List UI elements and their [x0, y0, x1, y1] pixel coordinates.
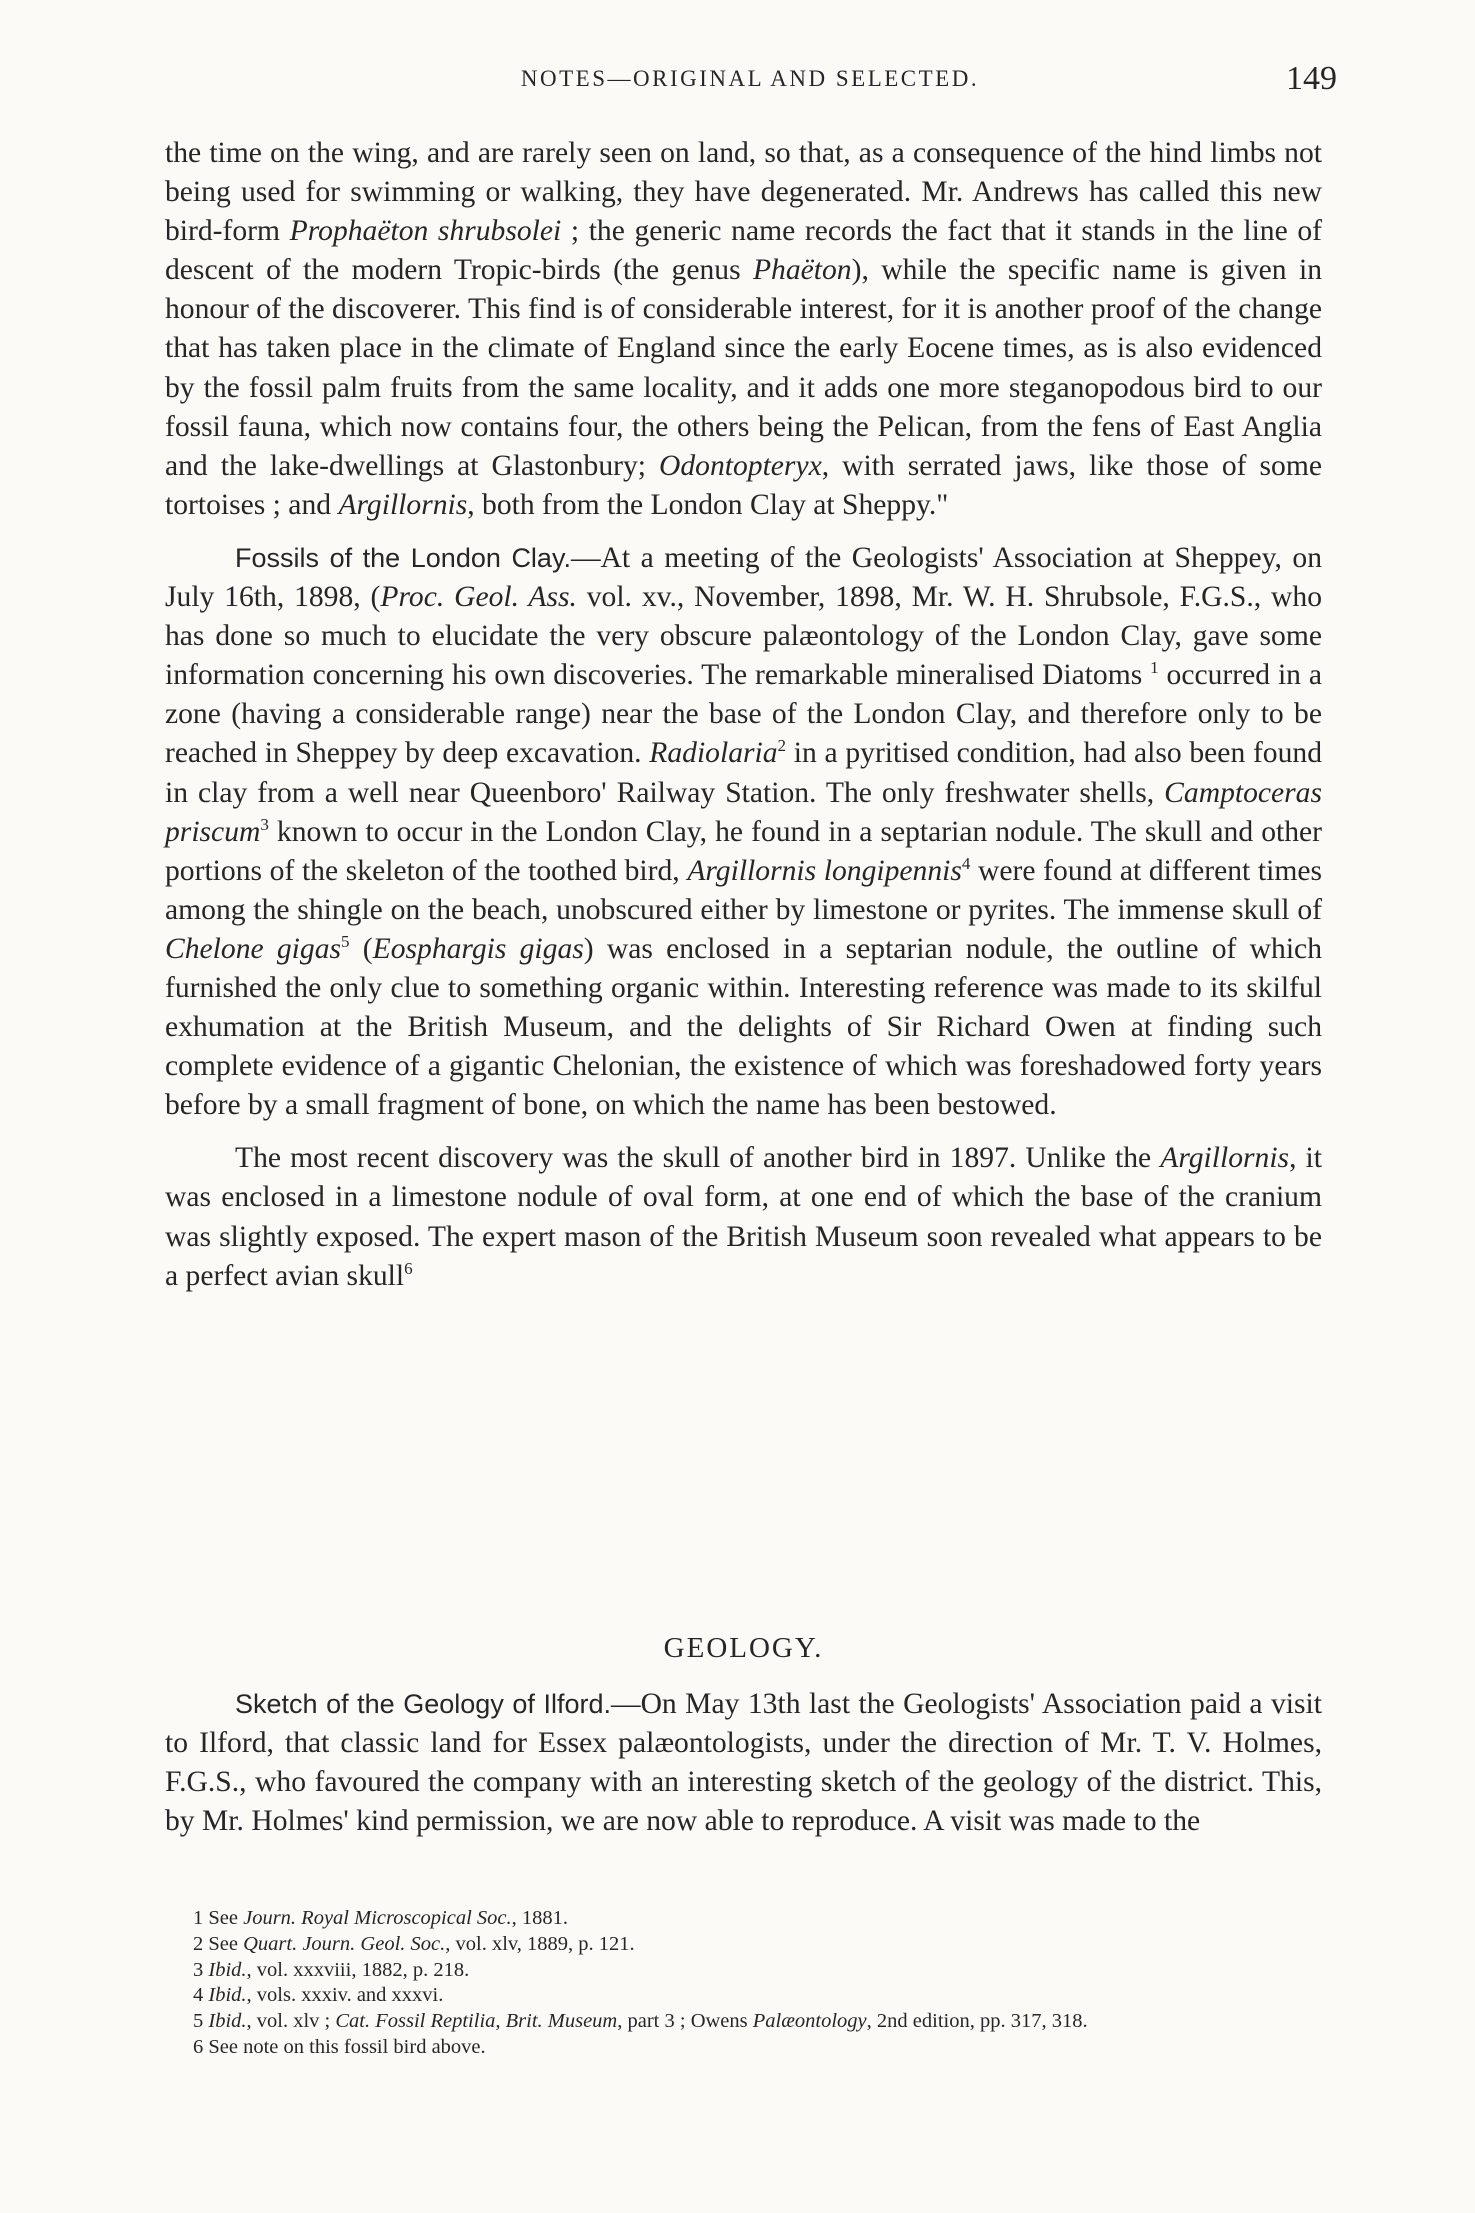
run-in-heading: Sketch of the Geology of Ilford.: [235, 1689, 611, 1719]
italic-run: Odontopteryx: [659, 449, 822, 482]
footnote-marker: 6: [404, 1258, 413, 1278]
italic-run: Radiolaria: [649, 737, 778, 770]
text-run: in a pyritised condition, had also been found in clay from a well near Queenboro' Railway Station. The only freshwater shells,: [165, 737, 1322, 809]
section-heading: GEOLOGY.: [663, 1632, 824, 1664]
text-run: , it was enclosed in a limestone nodule of oval form, at one end of which the base of the cranium was slightly exposed. The expert mason of the British Museum soon revealed what appears to be a perfect avian skull: [165, 1142, 1322, 1292]
text-run: , vol. xlv, 1889, p. 121.: [445, 1932, 635, 1955]
text-run: , part 3 ; Owens: [617, 2010, 753, 2033]
geology-text: [165, 1685, 1322, 1841]
text-run: , vols. xxxiv. and xxxvi.: [246, 1984, 444, 2007]
text-run: See: [203, 1932, 244, 1955]
text-run: vol. xv., November, 1898, Mr. W. H. Shrubsole, F.G.S., who has done so much to elucidate the very obscure palæontology of the London Clay, gave some information concerning his own discoveries. The remarkable mineralised Diatoms: [165, 581, 1322, 692]
footnote: [193, 1932, 1323, 1958]
footnote-number: 2: [193, 1932, 204, 1955]
text-run: See: [203, 1907, 244, 1929]
footnote: [193, 1958, 1323, 1984]
footnote: [193, 2035, 1323, 2061]
text-run: The most recent discovery was the skull of another bird in 1897. Unlike the: [235, 1142, 1161, 1175]
text-run: , with serrated jaws, like those of some tortoises ; and: [165, 449, 1322, 521]
italic-run: Palæontology: [752, 2010, 867, 2033]
text-run: occurred in a zone (having a considerable range) near the base of the London Clay, and therefore only to be reached in Sheppey by deep excavation.: [165, 659, 1322, 770]
text-run: ), while the specific name is given in honour of the discoverer. This find is of considerable interest, for it is another proof of the change that has taken place in the climate of England since the early Eocene times, as is also evidenced by the fossil palm fruits from the same locality, and it adds one more steganopodous bird to our fossil fauna, which now contains four, the others being the Pelican, from the fens of East Anglia and the lake-dwellings at Glastonbury;: [165, 254, 1322, 482]
footnotes: [193, 1906, 1323, 2061]
text-run: the time on the wing, and are rarely seen on land, so that, as a consequence of the hind limbs not being used for swimming or walking, they have degenerated. Mr. Andrews has called this new bird-form: [165, 137, 1322, 248]
footnote: [193, 1906, 1323, 1932]
text-run: were found at different times among the shingle on the beach, unobscured either by limestone or pyrites. The immense skull of: [165, 854, 1322, 926]
italic-run: Argillornis: [338, 488, 468, 521]
footnote-marker: 5: [341, 931, 350, 951]
italic-run: Prophaëton shrubsolei: [289, 215, 562, 248]
text-run: (: [349, 932, 373, 965]
text-run: , both from the London Clay at Sheppy.": [467, 488, 949, 521]
footnote-marker: 1: [1150, 658, 1159, 678]
paragraph-recent-discovery: [165, 1139, 1322, 1295]
footnote-number: 3: [193, 1958, 204, 1981]
italic-run: Eosphargis gigas: [372, 932, 584, 965]
footnote-marker: 4: [961, 853, 971, 873]
footnote-number: 6: [193, 2035, 204, 2058]
italic-run: Chelone gigas: [165, 932, 342, 965]
text-run: , vol. xxxviii, 1882, p. 218.: [246, 1958, 470, 1981]
paragraph-ilford: [165, 1685, 1322, 1841]
text-run: ; the generic name records the fact that it stands in the line of descent of the modern Tropic-birds (the genus: [165, 215, 1322, 287]
text-run: known to occur in the London Clay, he found in a septarian nodule. The skull and other portions of the skeleton of the toothed bird,: [165, 815, 1322, 887]
paragraph-gap: [165, 1125, 1322, 1139]
italic-run: Argillornis: [1160, 1142, 1290, 1175]
italic-run: Ibid.: [208, 1984, 247, 2007]
paragraph-gap: [165, 525, 1322, 539]
footnote-marker: 2: [777, 736, 787, 756]
italic-run: Ibid.: [208, 2010, 247, 2033]
italic-run: Cat. Fossil Reptilia, Brit. Museum: [335, 2010, 618, 2033]
italic-run: Argillornis longipennis: [687, 854, 962, 887]
text-run: —On May 13th last the Geologists' Association paid a visit to Ilford, that classic land for Essex palæontologists, under the direction of Mr. T. V. Holmes, F.G.S., who favoured the company with an interesting sketch of the geology of the district. This, by Mr. Holmes' kind permission, we are now able to reproduce. A visit was made to the: [165, 1688, 1322, 1838]
paragraph-prophaeton: [165, 134, 1322, 525]
italic-run: Journ. Royal Microscopical Soc.: [243, 1907, 512, 1929]
paragraph-london-clay: [165, 539, 1322, 1125]
italic-run: Phaëton: [752, 254, 852, 287]
italic-run: Camptoceras priscum: [165, 776, 1322, 848]
run-in-heading: Fossils of the London Clay.: [235, 542, 571, 573]
text-run: ) was enclosed in a septarian nodule, the outline of which furnished the only clue to something organic within. Interesting reference was made to its skilful exhumation at the British Museum, and the delights of Sir Richard Owen at finding such complete evidence of a gigantic Chelonian, the existence of which was foreshadowed forty years before by a small fragment of bone, on which the name has been bestowed.: [165, 932, 1322, 1122]
running-head: NOTES—ORIGINAL AND SELECTED.: [520, 66, 980, 91]
main-text: [165, 134, 1322, 1296]
italic-run: Quart. Journ. Geol. Soc.: [243, 1932, 446, 1955]
footnote-number: 5: [193, 2010, 204, 2033]
page-header: [163, 60, 1337, 110]
text-run: See note on this fossil bird above.: [203, 2035, 486, 2058]
text-run: , 1881.: [511, 1907, 569, 1929]
page-number: 149: [1286, 60, 1337, 97]
italic-run: Ibid.: [208, 1958, 247, 1981]
text-run: —At a meeting of the Geologists' Association at Sheppey, on July 16th, 1898, (: [165, 541, 1322, 614]
text-run: , vol. xlv ;: [246, 2010, 336, 2033]
footnote-number: 4: [193, 1984, 204, 2007]
footnote: [193, 2009, 1323, 2035]
footnote-number: 1: [193, 1907, 204, 1929]
footnote-marker: 3: [260, 814, 269, 834]
footnote: [193, 1983, 1323, 2009]
italic-run: Proc. Geol. Ass.: [380, 581, 577, 614]
text-run: , 2nd edition, pp. 317, 318.: [866, 2010, 1088, 2033]
